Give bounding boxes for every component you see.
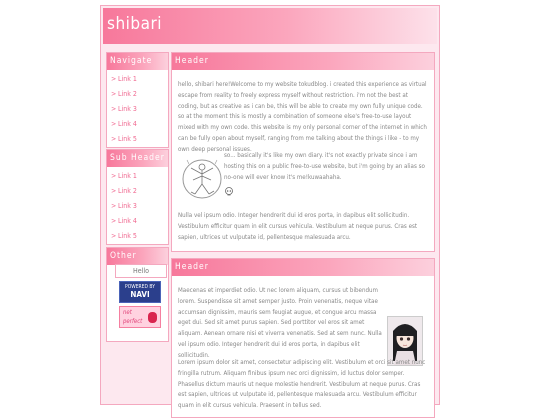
site-title[interactable]: shibari (107, 14, 163, 34)
content-section-2 (171, 258, 435, 418)
navi-button-small: POWERED BY (125, 284, 155, 290)
navigate-box (106, 52, 169, 148)
page-container (100, 5, 440, 410)
dancer-illustration-icon (181, 156, 223, 202)
net-perfect-line2: perfect (123, 318, 143, 325)
navigate-header: Navigate (107, 53, 168, 70)
arrow-icon: > (111, 75, 117, 83)
section-1-header: Header (172, 53, 434, 70)
navigate-links (107, 70, 168, 147)
navi-button[interactable] (119, 281, 161, 303)
sub-link-2[interactable]: > Link 2 (111, 184, 168, 199)
hello-badge: Hello (115, 264, 167, 278)
sub-link-4[interactable]: > Link 4 (111, 214, 168, 229)
intro-paragraph: hello, shibari here!Welcome to my website tokudblog. i created this experience as virtual escape from reality to freely express myself without restriction. i'm not the best at coding, but as creative as i can be, this will be able to create my own fully unique code. so at the moment this is mostly a combination of someone else's free-to-use layout mixed with my own code. this website is my only personal corner of the internet in which can be fully open about myself, ranging from me talking about the things i like - to my own deep personal issues. (178, 81, 427, 153)
filler-paragraph: Nulla vel ipsum odio. Integer hendrerit dui id eros porta, in dapibus elit sollicitudin. Vestibulum efficitur quam in elit cursus vehicula. Vestibulum at neque purus. Cras est sapien, ultrices ut vulputate id, pellentesque malesuada arcu. (178, 212, 418, 241)
navi-button-big: NAVI (130, 290, 150, 299)
nav-link-3[interactable]: > Link 3 (111, 102, 168, 117)
nav-link-1[interactable]: > Link 1 (111, 72, 168, 87)
arrow-icon: > (111, 105, 117, 113)
arrow-icon: > (111, 90, 117, 98)
lorem-paragraph-2: Lorem ipsum dolor sit amet, consectetur adipiscing elit. Vestibulum et orci sit amet nunc fringilla rutrum. Aliquam finibus ipsum nec orci dignissim, id luctus dolor semper. Phasellus dictum mauris ut neque molestie hendrerit. Vestibulum at neque purus. Cras est sapien, ultrices ut vulputate id, pellentesque malesuada arcu. Vestibulum efficitur quam in elit cursus vehicula. Praesent in tellus sed. (178, 359, 426, 410)
section-2-header: Header (172, 259, 434, 276)
nav-link-5[interactable]: > Link 5 (111, 132, 168, 147)
other-header: Other (107, 248, 168, 265)
diary-paragraph: so... basically it's like my own diary. it's not exactly private since i am hosting this on a public free-to-use website, but i'm going by an alias so no-one will ever know it's me!kuwaahaha. (224, 152, 425, 181)
subheader-links (107, 167, 168, 244)
skull-icon (224, 187, 234, 197)
content-section-1 (171, 52, 435, 252)
arrow-icon: > (111, 217, 117, 225)
net-perfect-button[interactable] (119, 306, 161, 328)
heart-icon (148, 312, 157, 323)
arrow-icon: > (111, 202, 117, 210)
sub-link-5[interactable]: > Link 5 (111, 229, 168, 244)
other-box (106, 247, 169, 342)
sub-link-3[interactable]: > Link 3 (111, 199, 168, 214)
arrow-icon: > (111, 135, 117, 143)
nav-link-4[interactable]: > Link 4 (111, 117, 168, 132)
arrow-icon: > (111, 120, 117, 128)
arrow-icon: > (111, 172, 117, 180)
net-perfect-line1: net (123, 309, 132, 316)
subheader-box (106, 149, 169, 245)
sub-link-1[interactable]: > Link 1 (111, 169, 168, 184)
arrow-icon: > (111, 232, 117, 240)
subheader-header: Sub Header (107, 150, 168, 167)
nav-link-2[interactable]: > Link 2 (111, 87, 168, 102)
lorem-paragraph-1: Maecenas et imperdiet odio. Ut nec lorem aliquam, cursus ut bibendum lorem. Suspendisse sit amet semper justo. Proin venenatis, neque vitae accumsan dignissim, mauris sem feugiat augue, et congue arcu massa eget dui. Sed sit amet purus sapien. Sed porttitor vel eros sit amet aliquam. Aenean ornare nisi et viverra venenatis. Sed at sem nunc. Nulla vel ipsum odio. Integer hendrerit dui id eros porta, in dapibus elit sollicitudin. (178, 287, 382, 359)
arrow-icon: > (111, 187, 117, 195)
site-banner (103, 8, 437, 44)
